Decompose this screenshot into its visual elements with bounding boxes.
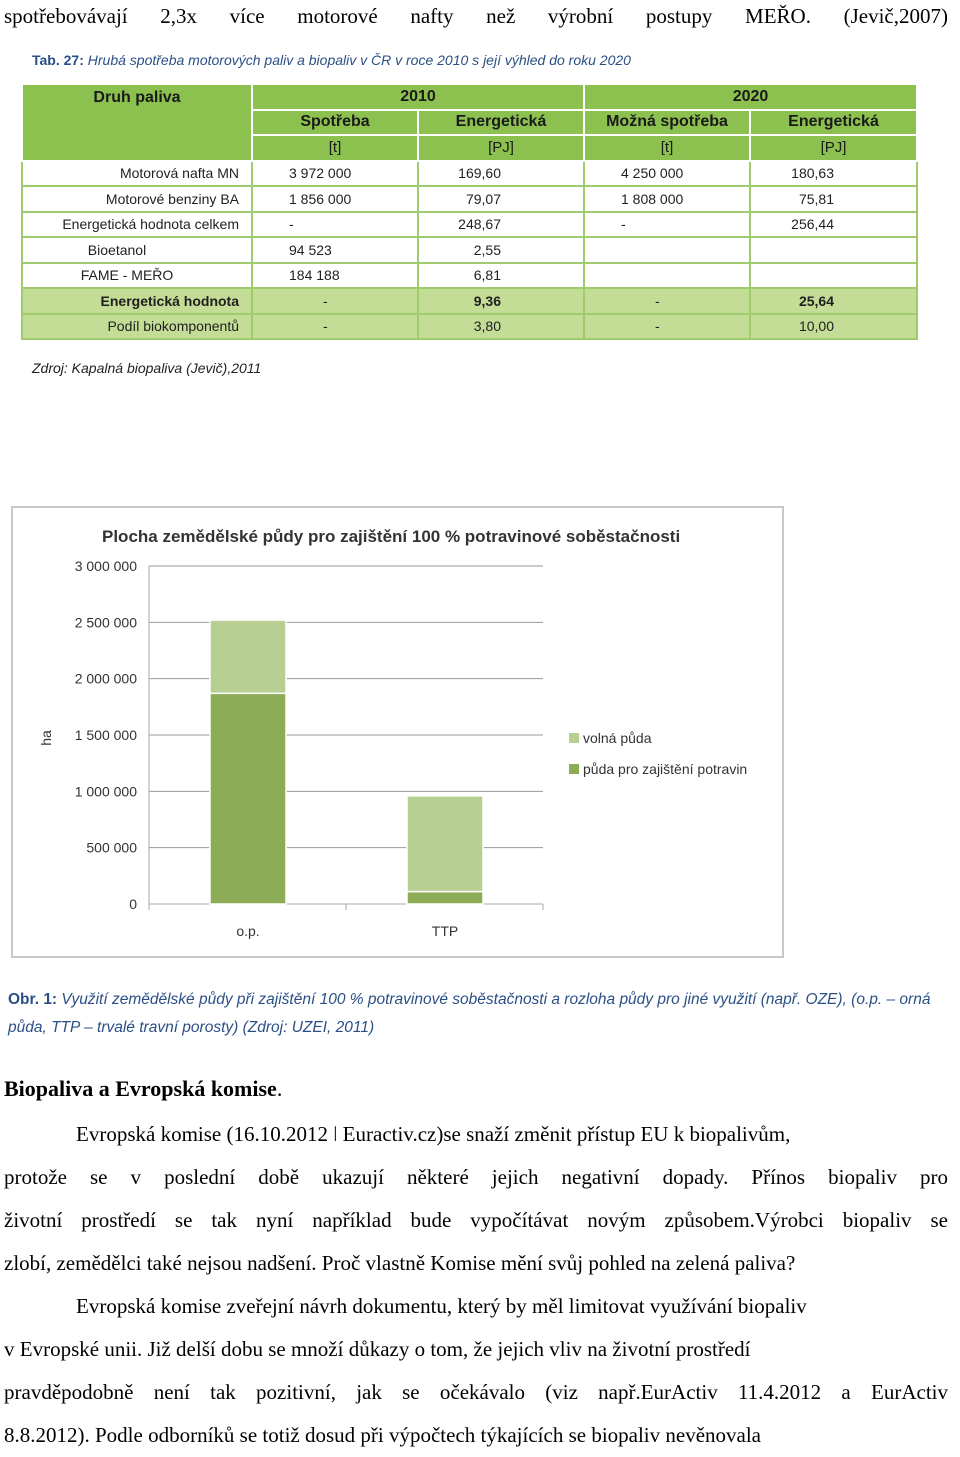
paragraph-line	[4, 1113, 948, 1156]
paragraph-line: životní prostředí se tak nyní například bude vypočítávat novým způsobem.Výrobci biopaliv se	[4, 1208, 948, 1232]
table-caption-prefix: Tab. 27:	[32, 52, 84, 68]
subheader-consumption-2010: Spotřeba	[252, 110, 418, 136]
y-tick-label: 2 000 000	[74, 670, 137, 687]
legend-label: volná půda	[583, 730, 652, 746]
top-line-word: (Jevič,2007)	[843, 4, 948, 28]
cell	[584, 263, 750, 289]
cell: 25,64	[750, 288, 917, 314]
unit-pj-2020: [PJ]	[750, 135, 917, 161]
paragraph-line: pravděpodobně není tak pozitivní, jak se očekávalo (viz např.EurActiv 11.4.2012 a EurActiv	[4, 1380, 948, 1404]
cell: 169,60	[418, 161, 584, 187]
header-year-2010: 2010	[252, 84, 584, 110]
bar-free-land	[210, 620, 286, 693]
unit-t-2010: [t]	[252, 135, 418, 161]
section-title	[4, 1076, 282, 1102]
subheader-energy-2010: Energetická	[418, 110, 584, 136]
paragraph-line: v Evropské unii. Již delší dobu se množí důkazy o tom, že jejich vliv na životní prostředí	[4, 1337, 751, 1361]
line-text: Evropská komise (16.10.2012 ǀ Euractiv.cz)se snaží změnit přístup EU k biopalivům,	[76, 1122, 791, 1146]
paragraph-2	[4, 1285, 948, 1457]
cell: 94 523	[252, 237, 418, 263]
cell: 1 856 000	[252, 186, 418, 212]
cell: 248,67	[418, 212, 584, 238]
y-tick-label: 1 000 000	[74, 783, 137, 800]
figure-caption-prefix: Obr. 1:	[8, 991, 58, 1008]
cell: -	[252, 314, 418, 340]
header-year-2020: 2020	[584, 84, 917, 110]
table-row	[22, 288, 917, 314]
top-line-word: postupy	[645, 4, 713, 28]
row-name: FAME - MEŘO	[22, 263, 252, 289]
top-text-line	[4, 4, 948, 29]
row-name: Motorové benziny BA	[22, 186, 252, 212]
subheader-energy-2020: Energetická	[750, 110, 917, 136]
unit-t-2020: [t]	[584, 135, 750, 161]
top-line-word: nafty	[410, 4, 454, 28]
figure-caption-text: Využití zemědělské půdy při zajištění 100 % potravinové soběstačnosti a rozloha půdy pro jiné využití (např. OZE), (o.p. – orná půda, TTP – trvalé travní porosty) (Zdroj: UZEI, 2011)	[8, 991, 931, 1036]
y-tick-label: 500 000	[86, 839, 137, 856]
top-line-word: spotřebovávají	[4, 4, 128, 28]
cell: -	[252, 212, 418, 238]
table-row	[22, 263, 917, 289]
top-line-word: výrobní	[547, 4, 614, 28]
table-caption	[32, 52, 631, 68]
paragraph-line: protože se v poslední době ukazují některé jejich negativní dopady. Přínos biopaliv pro	[4, 1165, 948, 1189]
cell: -	[252, 288, 418, 314]
table-row	[22, 212, 917, 238]
cell: 9,36	[418, 288, 584, 314]
cell: 184 188	[252, 263, 418, 289]
cell: 6,81	[418, 263, 584, 289]
table-row	[22, 161, 917, 187]
cell	[750, 237, 917, 263]
cell: -	[584, 288, 750, 314]
header-fuel-type: Druh paliva	[22, 84, 252, 161]
top-line-word: 2,3x	[160, 4, 198, 28]
cell: 75,81	[750, 186, 917, 212]
legend-label: půda pro zajištění potravin	[583, 761, 748, 777]
legend-swatch	[569, 733, 579, 743]
cell: -	[584, 314, 750, 340]
chart-svg	[13, 508, 786, 960]
table-source: Zdroj: Kapalná biopaliva (Jevič),2011	[32, 360, 262, 376]
legend-swatch	[569, 764, 579, 774]
y-tick-label: 2 500 000	[74, 614, 137, 631]
figure-caption	[8, 986, 958, 1042]
paragraph-1	[4, 1113, 948, 1285]
cell: 79,07	[418, 186, 584, 212]
row-name: Energetická hodnota celkem	[22, 212, 252, 238]
cell: 2,55	[418, 237, 584, 263]
y-tick-label: 3 000 000	[74, 558, 137, 574]
table-row	[22, 237, 917, 263]
y-tick-label: 0	[129, 896, 137, 912]
line-text: Evropská komise zveřejní návrh dokumentu, který by měl limitovat využívání biopaliv	[76, 1294, 807, 1318]
y-axis-label: ha	[38, 730, 54, 746]
chart-title: Plocha zemědělské půdy pro zajištění 100 % potravinové soběstačnosti	[102, 527, 681, 546]
cell: 10,00	[750, 314, 917, 340]
top-line-word: motorové	[297, 4, 378, 28]
bar-food-land	[407, 892, 483, 904]
cell: 256,44	[750, 212, 917, 238]
top-line-word: MEŘO.	[745, 4, 811, 28]
x-tick-label: TTP	[431, 923, 459, 939]
top-line-word: než	[486, 4, 516, 28]
cell: 4 250 000	[584, 161, 750, 187]
section-title-period: .	[276, 1076, 283, 1101]
fuel-consumption-table	[21, 83, 918, 340]
top-line-word: více	[229, 4, 265, 28]
cell	[750, 263, 917, 289]
cell: -	[584, 212, 750, 238]
row-name: Motorová nafta MN	[22, 161, 252, 187]
bar-free-land	[407, 796, 483, 892]
table-row	[22, 314, 917, 340]
table-row	[22, 186, 917, 212]
row-name: Bioetanol	[22, 237, 252, 263]
row-name: Energetická hodnota	[22, 288, 252, 314]
cell: 3,80	[418, 314, 584, 340]
y-tick-label: 1 500 000	[74, 727, 137, 743]
section-title-text: Biopaliva a Evropská komise	[4, 1076, 277, 1101]
paragraph-line	[4, 1285, 948, 1328]
land-use-chart	[11, 506, 784, 958]
subheader-consumption-2020: Možná spotřeba	[584, 110, 750, 136]
cell: 3 972 000	[252, 161, 418, 187]
paragraph-line: 8.8.2012). Podle odborníků se totiž dosud při výpočtech týkajících se biopaliv nevěnovala	[4, 1423, 762, 1447]
row-name: Podíl biokomponentů	[22, 314, 252, 340]
cell	[584, 237, 750, 263]
bar-food-land	[210, 693, 286, 904]
table-caption-text: Hrubá spotřeba motorových paliv a biopaliv v ČR v roce 2010 s její výhled do roku 2020	[83, 52, 631, 68]
paragraph-line: zlobí, zemědělci také nejsou nadšení. Proč vlastně Komise mění svůj pohled na zelená paliva?	[4, 1251, 796, 1275]
cell: 180,63	[750, 161, 917, 187]
cell: 1 808 000	[584, 186, 750, 212]
x-tick-label: o.p.	[236, 923, 260, 939]
unit-pj-2010: [PJ]	[418, 135, 584, 161]
